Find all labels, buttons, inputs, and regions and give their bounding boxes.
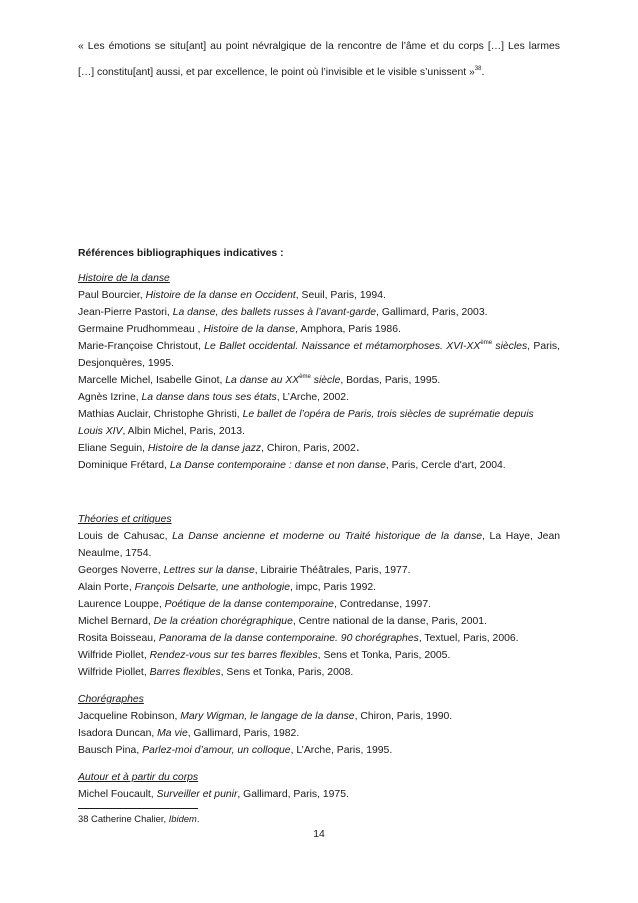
bibliography-heading: Références bibliographiques indicatives : [78, 248, 284, 259]
bib-entry: Alain Porte, François Delsarte, une anthologie, impc, Paris 1992. [78, 582, 377, 593]
bib-entry: Jean-Pierre Pastori, La danse, des ballets russes à l’avant-garde, Gallimard, Paris, 2003. [78, 307, 488, 318]
page-number: 14 [313, 829, 325, 840]
bib-entry: Georges Noverre, Lettres sur la danse, Librairie Théâtrales, Paris, 1977. [78, 565, 411, 576]
section-title-theories: Théories et critiques [78, 514, 172, 525]
bib-entry: Jacqueline Robinson, Mary Wigman, le langage de la danse, Chiron, Paris, 1990. [78, 711, 453, 722]
bib-entry: Louis de Cahusac, La Danse ancienne et moderne ou Traité historique de la danse, La Haye, Jean [78, 531, 560, 542]
bib-entry: Marie-Françoise Christout, Le Ballet occidental. Naissance et métamorphoses. XVI-XXème siècles, Paris, [78, 340, 560, 352]
bib-entry: Wilfride Piollet, Barres flexibles, Sens et Tonka, Paris, 2008. [78, 667, 354, 678]
section-title-autour: Autour et à partir du corps [78, 772, 199, 783]
bib-entry: Dominique Frétard, La Danse contemporaine : danse et non danse, Paris, Cercle d'art, 2004. [78, 460, 506, 471]
section-title-histoire: Histoire de la danse [78, 273, 170, 284]
bib-entry: Laurence Louppe, Poétique de la danse contemporaine, Contredanse, 1997. [78, 599, 431, 610]
bib-entry: Rosita Boisseau, Panorama de la danse contemporaine. 90 chorégraphes, Textuel, Paris, 2006. [78, 633, 519, 644]
footnote-separator [78, 808, 198, 809]
bib-entry: Isadora Duncan, Ma vie, Gallimard, Paris, 1982. [78, 728, 300, 739]
bib-entry: Wilfride Piollet, Rendez-vous sur tes barres flexibles, Sens et Tonka, Paris, 2005. [78, 650, 451, 661]
quote-line-1: « Les émotions se situ[ant] au point névralgique de la rencontre de l’âme et du corps […] Les larmes [78, 41, 560, 52]
bib-entry: Eliane Seguin, Histoire de la danse jazz, Chiron, Paris, 2002. [78, 438, 360, 454]
bib-entry-continuation: Neaulme, 1754. [78, 548, 152, 559]
bib-entry: Michel Bernard, De la création chorégraphique, Centre national de la danse, Paris, 2001. [78, 616, 487, 627]
bib-entry-continuation: Louis XIV, Albin Michel, Paris, 2013. [78, 426, 245, 437]
section-title-choregraphes: Chorégraphes [78, 694, 144, 705]
bib-entry: Michel Foucault, Surveiller et punir, Gallimard, Paris, 1975. [78, 789, 349, 800]
bib-entry: Marcelle Michel, Isabelle Ginot, La danse au XXème siècle, Bordas, Paris, 1995. [78, 374, 441, 386]
bib-entry-continuation: Desjonquères, 1995. [78, 358, 174, 369]
bib-entry: Bausch Pina, Parlez-moi d’amour, un colloque, L’Arche, Paris, 1995. [78, 745, 393, 756]
bib-entry: Agnès Izrine, La danse dans tous ses états, L’Arche, 2002. [78, 392, 349, 403]
quote-line-2: […] constitu[ant] aussi, et par excellence, le point où l’invisible et le visible s’unissent »$^{38}$. [78, 66, 485, 78]
footnote: 38 Catherine Chalier, Ibidem. [78, 813, 200, 824]
footnote-reference[interactable]: 38 [474, 66, 482, 72]
bib-entry: Paul Bourcier, Histoire de la danse en Occident, Seuil, Paris, 1994. [78, 290, 386, 301]
bib-entry: Germaine Prudhommeau , Histoire de la danse, Amphora, Paris 1986. [78, 324, 401, 335]
bib-entry: Mathias Auclair, Christophe Ghristi, Le ballet de l’opéra de Paris, trois siècles de suprématie depuis [78, 409, 534, 420]
